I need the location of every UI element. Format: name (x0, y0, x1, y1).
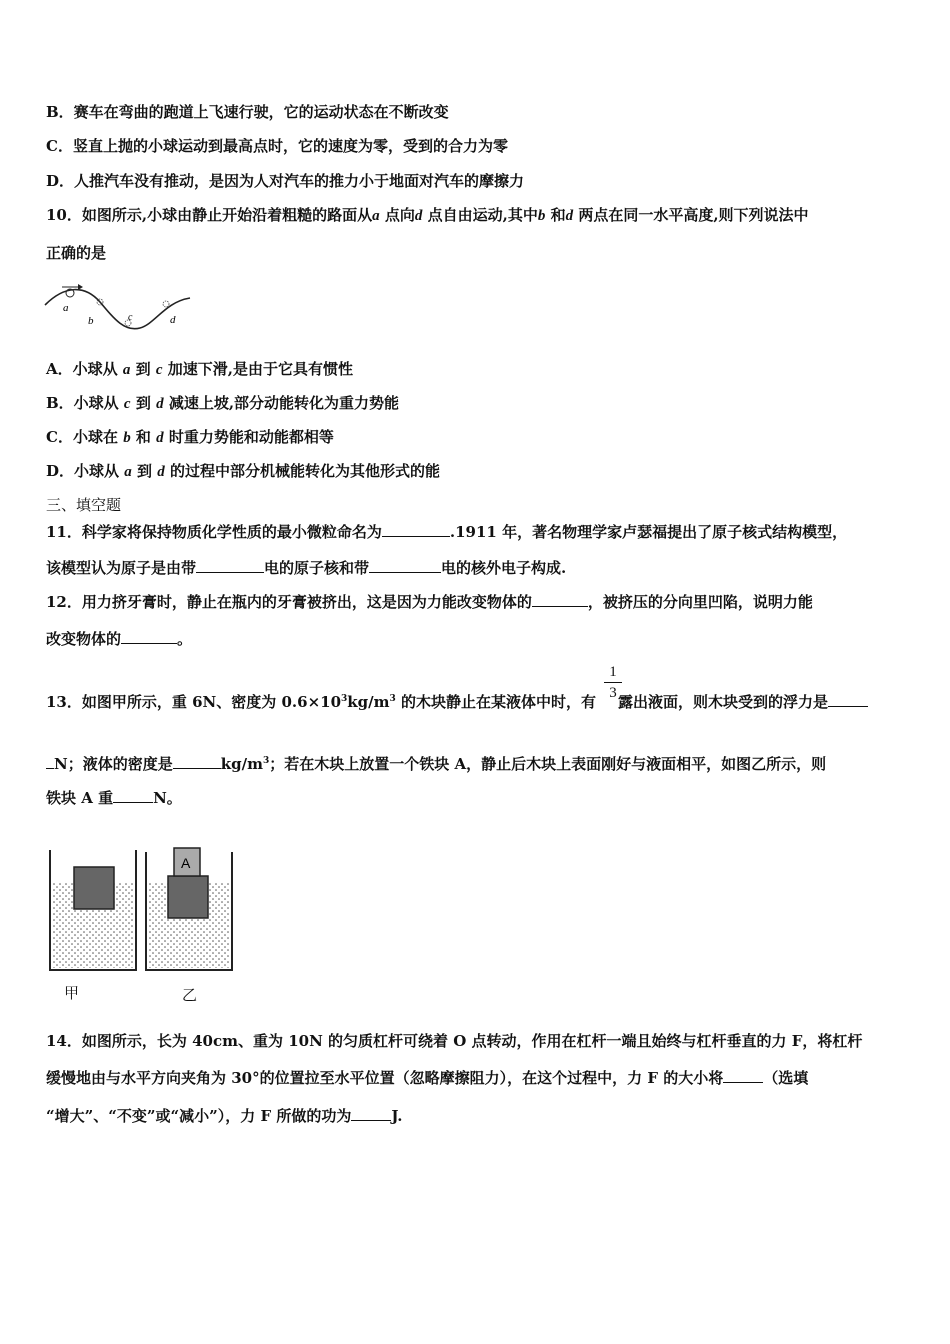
q12-line-2: 改变物体的 。 (46, 630, 193, 648)
q10-option-b: B．小球从 c 到 d 减速上坡,部分动能转化为重力势能 (46, 394, 400, 412)
q10-option-a: A．小球从 a 到 c 加速下滑,是由于它具有惯性 (46, 360, 353, 378)
q13-line-3: 铁块 A 重 N。 (46, 789, 182, 807)
q13-beaker-figure (40, 840, 250, 975)
fig-label-b: b (88, 315, 94, 327)
q9-option-c: C．竖直上抛的小球运动到最高点时，它的速度为零，受到的合力为零 (46, 137, 508, 155)
q13-line-2: N；液体的密度是 $kg/m^3$；若在木块上放置一个铁块 A，静止后木块上表面刚好与液面相平，如图乙所示，则 (46, 751, 826, 774)
figure-label-yi: 乙 (182, 986, 198, 1004)
q10-stem-2: 正确的是 (46, 244, 107, 262)
q13-blank-2[interactable] (173, 754, 221, 769)
q14-blank-2[interactable] (351, 1106, 391, 1121)
q11-blank-2[interactable] (196, 558, 264, 573)
figure-label-jia: 甲 (64, 984, 80, 1002)
fig-label-a: a (63, 302, 69, 314)
fig-label-d: d (170, 314, 176, 326)
q14-line-1: 14．如图所示，长为 40cm、重为 10N 的匀质杠杆可绕着 O 点转动，作用在杠杆一端且始终与杠杆垂直的力 F，将杠杆 (46, 1032, 863, 1050)
q10-track-figure (40, 280, 200, 340)
q13-blank-3[interactable] (113, 788, 153, 803)
q11-blank-3[interactable] (369, 558, 441, 573)
q14-line-2: 缓慢地由与水平方向夹角为 30°的位置拉至水平位置（忽略摩擦阻力），在这个过程中，力 F 的大小将 （选填 (46, 1069, 809, 1087)
q10-option-c: C．小球在 b 和 d 时重力势能和动能都相等 (46, 428, 334, 446)
q12-blank-1[interactable] (532, 592, 588, 607)
q12-blank-2[interactable] (121, 629, 177, 644)
q11-line-1: 11．科学家将保持物质化学性质的最小微粒命名为 .1911 年，著名物理学家卢瑟福提出了原子核式结构模型， (46, 523, 848, 541)
fraction-one-third: 1 3 (604, 663, 622, 702)
q11-blank-1[interactable] (382, 522, 450, 537)
q10-option-d: D．小球从 a 到 d 的过程中部分机械能转化为其他形式的能 (46, 462, 440, 480)
q14-line-3: “增大”、“不变”或“减小”），力 F 所做的功为 J. (46, 1107, 403, 1125)
q9-option-d: D．人推汽车没有推动，是因为人对汽车的推力小于地面对汽车的摩擦力 (46, 172, 525, 190)
section-heading-fill-blank: 三、填空题 (46, 496, 122, 514)
q12-line-1: 12．用力挤牙膏时，静止在瓶内的牙膏被挤出，这是因为力能改变物体的 ，被挤压的分向里凹陷，说明力能 (46, 593, 813, 611)
q13-blank-1b[interactable] (46, 754, 54, 769)
q14-blank-1[interactable] (723, 1068, 763, 1083)
q10-stem: 10．如图所示,小球由静止开始沿着粗糙的路面从a 点向d 点自由运动,其中b 和d 两点在同一水平高度,则下列说法中 (46, 206, 809, 224)
fig-label-c: c (128, 312, 133, 323)
q11-line-2: 该模型认为原子是由带 电的原子核和带 电的核外电子构成. (46, 559, 567, 577)
q9-option-b: B．赛车在弯曲的跑道上飞速行驶，它的运动状态在不断改变 (46, 103, 449, 121)
iron-block-label: A (181, 855, 191, 871)
q13-line-1: 13．如图甲所示，重 6N、密度为 $0.6\times 10^3kg/m^3$ 的木块静止在某液体中时，有 露出液面，则木块受到的浮力是 (46, 689, 868, 712)
q13-blank-1a[interactable] (828, 692, 868, 707)
